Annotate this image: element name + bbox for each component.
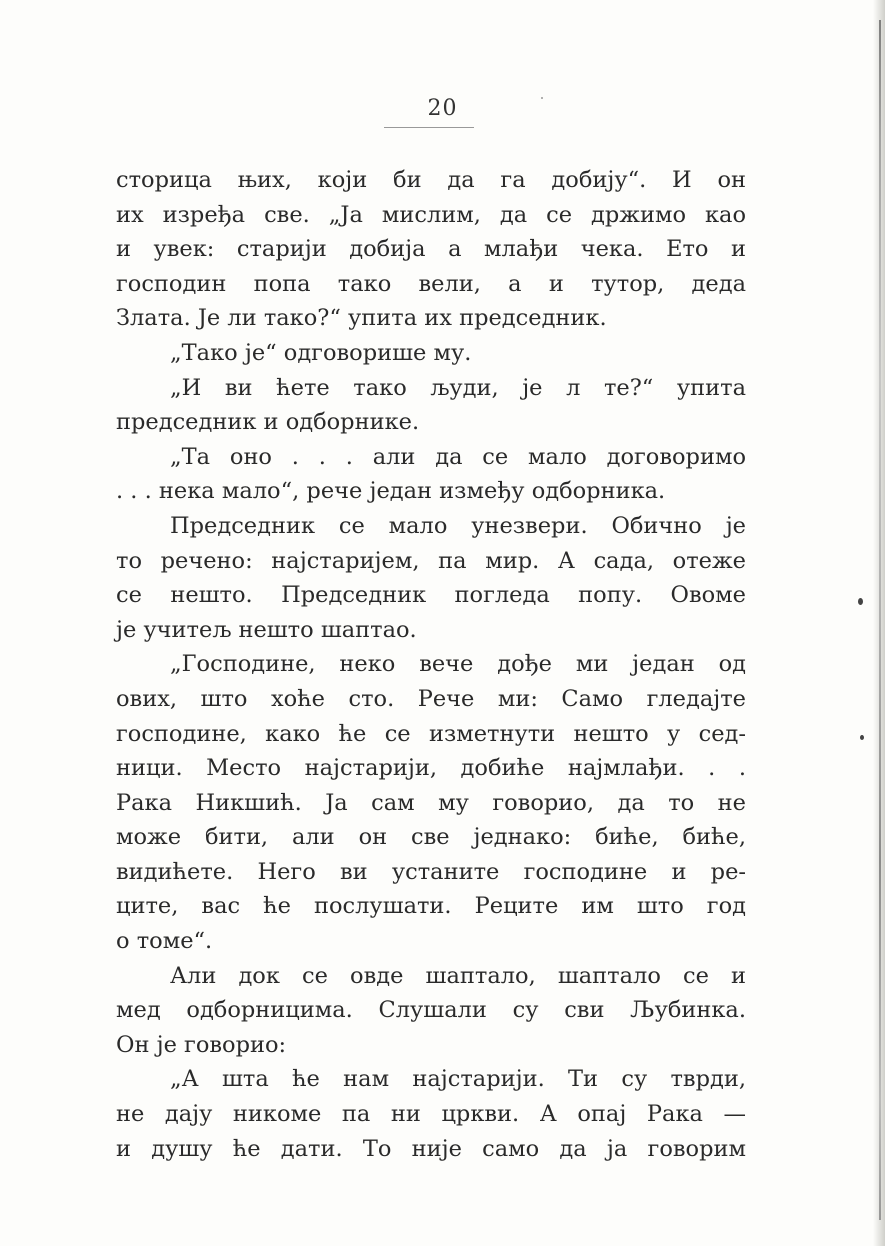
- text-line: не дају никоме па ни цркви. А опај Рака —: [116, 1101, 746, 1128]
- text-line: мед одборницима. Слушали су сви Љубинка.: [116, 997, 746, 1024]
- page-binding-line: [879, 20, 881, 1220]
- text-line: ците, вас ће послушати. Реците им што год: [116, 893, 746, 920]
- text-line: Рака Никшић. Ја сам му говорио, да то не: [116, 789, 746, 816]
- page-number: 20: [427, 96, 458, 121]
- text-line: је учитељ нешто шаптао.: [116, 616, 417, 643]
- text-line: господине, како ће се изметнути нешто у сед-: [116, 720, 746, 747]
- text-line: господин попа тако вели, а и тутор, деда: [116, 270, 746, 297]
- text-line: о томе“.: [116, 928, 213, 955]
- text-line: председник и одборнике.: [116, 409, 420, 436]
- text-line: сторица њих, који би да га добију“. И он: [116, 167, 746, 193]
- text-line: „Господине, неко вече дође ми један од: [170, 651, 746, 678]
- text-line: и душу ће дати. То није само да ја говорим: [116, 1135, 746, 1162]
- text-line: то речено: најстаријем, па мир. А сада, отеже: [116, 547, 746, 574]
- text-line: „Та оно . . . али да се мало договоримо: [170, 443, 746, 470]
- text-line: Председник се мало унезвери. Обично је: [170, 512, 746, 539]
- text-line: . . . нека мало“, рече један између одборника.: [116, 478, 666, 505]
- body-text: [116, 163, 746, 1166]
- text-line: видићете. Него ви устаните господине и ре-: [116, 858, 746, 885]
- text-line: ових, што хоће сто. Рече ми: Само гледајте: [116, 685, 746, 712]
- text-line: и увек: старији добија а млађи чека. Ето и: [116, 236, 746, 263]
- text-line: Али док се овде шаптало, шаптало се и: [170, 962, 746, 989]
- text-line: ници. Место најстарији, добиће најмлађи. . .: [116, 755, 746, 782]
- text-line: се нешто. Председник погледа попу. Овоме: [116, 582, 746, 609]
- text-line: их изређа све. „Ја мислим, да се држимо као: [116, 201, 746, 228]
- text-line: „А шта ће нам најстарији. Ти су тврди,: [170, 1066, 746, 1093]
- text-line: Он је говорио:: [116, 1031, 287, 1058]
- scan-speck: [858, 598, 863, 605]
- scan-speck: [860, 735, 864, 740]
- text-line: може бити, али он све једнако: биће, биће,: [116, 824, 746, 851]
- page-number-rule: [384, 127, 474, 128]
- text-line: Злата. Је ли тако?“ упита их председник.: [116, 305, 607, 332]
- text-line: „И ви ћете тако људи, је л те?“ упита: [170, 374, 746, 401]
- scan-speck: [541, 97, 543, 99]
- text-line: „Тако је“ одговорише му.: [170, 339, 472, 366]
